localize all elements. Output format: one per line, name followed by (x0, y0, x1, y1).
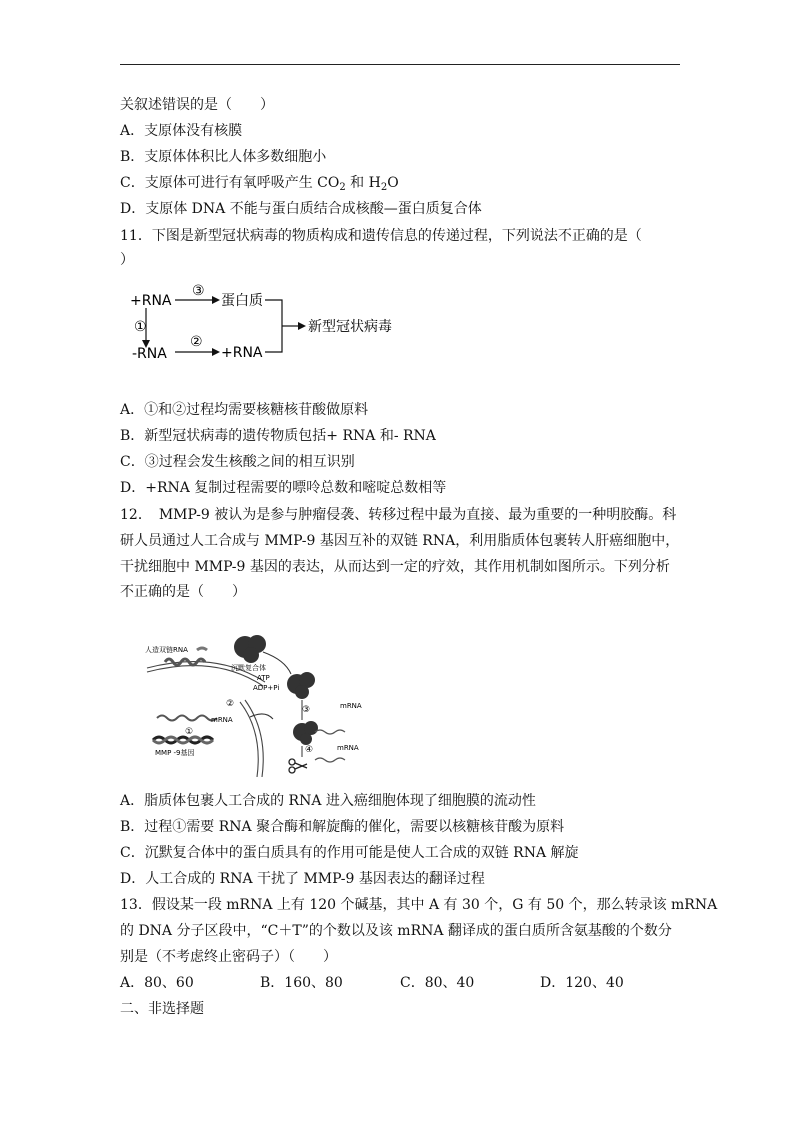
q11-stem-cont: ） (120, 252, 134, 268)
q11-option-a: A．①和②过程均需要核糖核苷酸做原料 (120, 402, 369, 418)
section-heading: 二、非选择题 (120, 1001, 204, 1017)
fig2-step4: ④ (305, 745, 314, 755)
q10-option-d: D．支原体 DNA 不能与蛋白质结合成核酸—蛋白质复合体 (120, 201, 482, 217)
q11-figure (130, 282, 430, 372)
header-rule (120, 64, 680, 65)
q10-option-b: B．支原体体积比人体多数细胞小 (120, 149, 327, 165)
q13-stem-2: 的 DNA 分子区段中，“C＋T”的个数以及该 mRNA 翻译成的蛋白质所含氨基酸的个数分 (120, 923, 672, 939)
fig1-minus-rna: -RNA (132, 346, 167, 362)
q12-stem-4: 不正确的是（ ） (120, 584, 246, 600)
q11-stem: 11．下图是新型冠状病毒的物质构成和遗传信息的传递过程，下列说法不正确的是（ (120, 228, 642, 244)
q13-option-b: B．160、80 (260, 975, 343, 991)
fig1-protein: 蛋白质 (221, 293, 263, 309)
q11-option-c: C．③过程会发生核酸之间的相互识别 (120, 454, 355, 470)
fig2-mrna-right: mRNA (340, 702, 362, 710)
fig2-silencing-complex: 沉默复合体 (231, 664, 266, 672)
q12-option-a: A．脂质体包裹人工合成的 RNA 进入癌细胞体现了细胞膜的流动性 (120, 793, 536, 809)
q12-stem-1: 12． MMP-9 被认为是参与肿瘤侵袭、转移过程中最为直接、最为重要的一种明胶酶。科 (120, 507, 677, 523)
fig2-step1: ① (185, 727, 194, 737)
fig2-artificial-rna: 人造双链RNA (145, 646, 188, 654)
fig1-step1: ① (134, 319, 147, 335)
fig1-plus-rna-top: +RNA (130, 293, 172, 309)
q13-option-c: C．80、40 (400, 975, 475, 991)
q12-stem-2: 研人员通过人工合成与 MMP-9 基因互补的双链 RNA，利用脂质体包裹转人肝癌细胞中， (120, 533, 680, 549)
fig1-step2: ② (190, 334, 203, 350)
q10-c-pre: C．支原体可进行有氧呼吸产生 CO (120, 175, 340, 191)
q10-c-sub2: 2 (380, 182, 388, 193)
q13-stem-3: 别是（不考虑终止密码子）（ ） (120, 949, 337, 965)
fig1-virus: 新型冠状病毒 (308, 319, 392, 335)
q13-option-a: A．80、60 (120, 975, 194, 991)
q10-option-a: A．支原体没有核膜 (120, 123, 243, 139)
fig2-mrna-bottom: mRNA (337, 744, 359, 752)
q12-option-d: D．人工合成的 RNA 干扰了 MMP-9 基因表达的翻译过程 (120, 871, 485, 887)
q12-figure (145, 622, 380, 777)
q10-c-sub1: 2 (339, 182, 346, 193)
q13-stem-1: 13．假设某一段 mRNA 上有 120 个碱基，其中 A 有 30 个，G 有 50 个，那么转录该 mRNA (120, 897, 718, 913)
q10-c-mid: 和 H (345, 175, 381, 191)
fig1-step3: ③ (192, 283, 205, 299)
q12-option-c: C．沉默复合体中的蛋白质具有的作用可能是使人工合成的双链 RNA 解旋 (120, 845, 579, 861)
q11-option-b: B．新型冠状病毒的遗传物质包括+ RNA 和- RNA (120, 428, 436, 444)
fig2-step2: ② (226, 699, 235, 709)
q13-option-d: D．120、40 (540, 975, 624, 991)
fig2-step3: ③ (302, 705, 311, 715)
fig2-adp: ADP+Pi (253, 684, 280, 692)
q10-option-c (120, 173, 399, 198)
fig2-gene: MMP -9基因 (155, 749, 195, 757)
q12-stem-3: 干扰细胞中 MMP-9 基因的表达，从而达到一定的疗效，其作用机制如图所示。下列分析 (120, 559, 670, 575)
q10-stem-end: 关叙述错误的是（ ） (120, 97, 274, 113)
fig1-plus-rna-bottom: +RNA (221, 345, 263, 361)
fig2-atp: ATP (257, 674, 270, 682)
fig2-mrna-left: mRNA (211, 716, 233, 724)
q10-c-post: O (387, 175, 399, 191)
q11-option-d: D．+RNA 复制过程需要的嘌呤总数和嘧啶总数相等 (120, 480, 447, 496)
q12-option-b: B．过程①需要 RNA 聚合酶和解旋酶的催化，需要以核糖核苷酸为原料 (120, 819, 565, 835)
